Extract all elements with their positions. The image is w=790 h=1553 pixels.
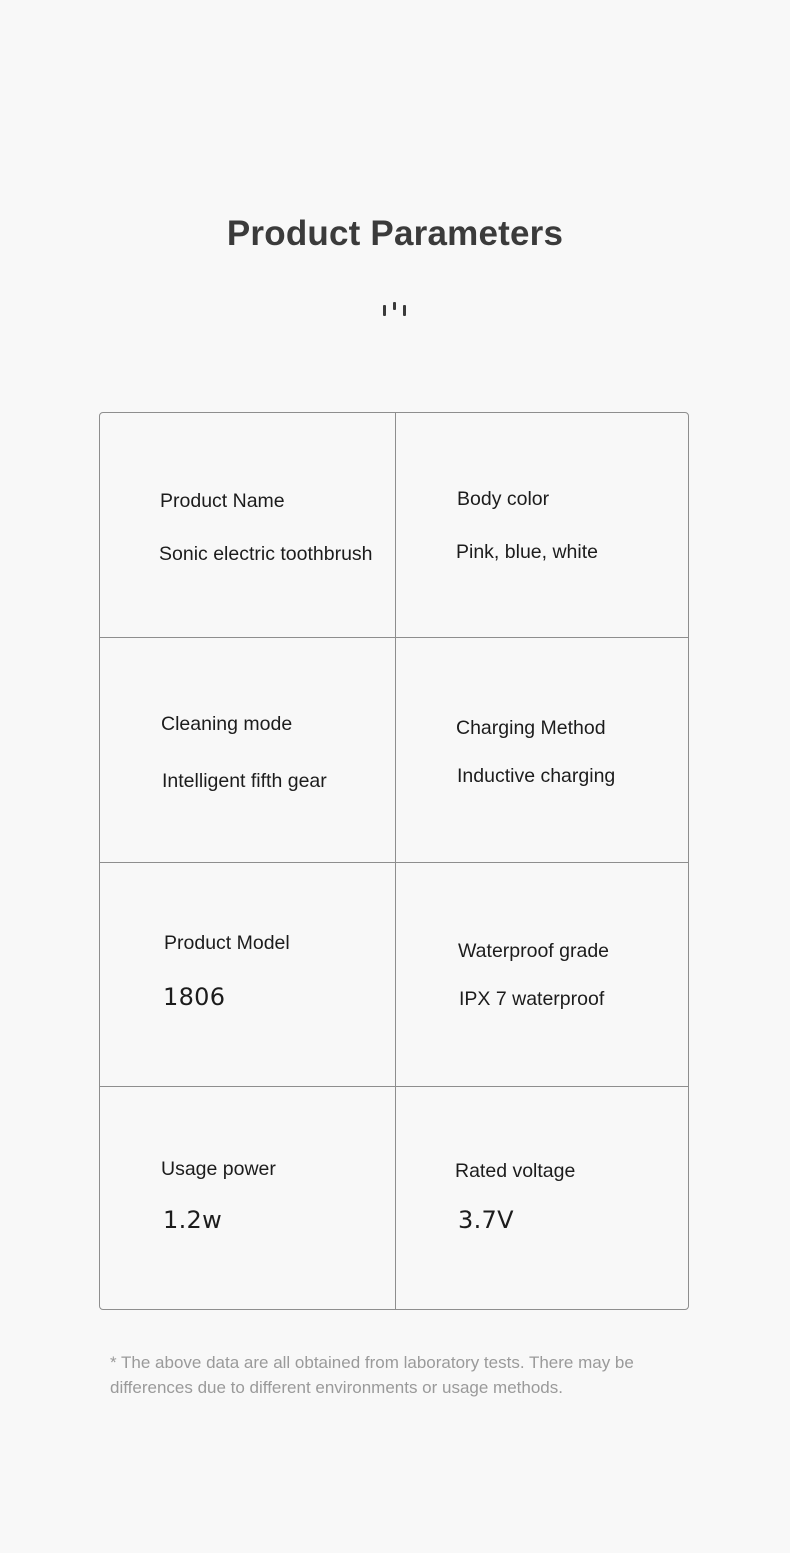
param-label: Product Name: [160, 490, 285, 512]
param-label: Charging Method: [456, 717, 606, 739]
param-cell-charging-method: [396, 638, 691, 862]
param-value: Sonic electric toothbrush: [159, 543, 373, 565]
title-divider-icon: [382, 302, 408, 316]
param-cell-product-name: [100, 413, 395, 637]
param-value: 1806: [163, 983, 226, 1011]
param-value: 3.7V: [458, 1206, 514, 1234]
param-value: IPX 7 waterproof: [459, 988, 605, 1010]
param-label: Waterproof grade: [458, 940, 610, 962]
param-label: Usage power: [161, 1158, 276, 1180]
param-cell-rated-voltage: [396, 1087, 691, 1311]
param-cell-body-color: [396, 413, 691, 637]
param-value: Pink, blue, white: [456, 541, 598, 563]
param-label: Cleaning mode: [161, 713, 293, 735]
param-label: Product Model: [164, 932, 290, 954]
param-value: Inductive charging: [457, 765, 616, 787]
param-value: Intelligent fifth gear: [162, 770, 327, 792]
disclaimer-note: * The above data are all obtained from laboratory tests. There may be differences due to different environments or usage methods.: [110, 1353, 634, 1397]
param-label: Rated voltage: [455, 1160, 576, 1182]
param-cell-cleaning-mode: [100, 638, 395, 862]
parameters-table: [99, 412, 689, 1310]
page-title: Product Parameters: [226, 214, 564, 253]
param-cell-product-model: [100, 863, 395, 1087]
param-label: Body color: [457, 488, 550, 510]
param-value: 1.2w: [163, 1206, 222, 1234]
param-cell-waterproof-grade: [396, 863, 691, 1087]
param-cell-usage-power: [100, 1087, 395, 1311]
